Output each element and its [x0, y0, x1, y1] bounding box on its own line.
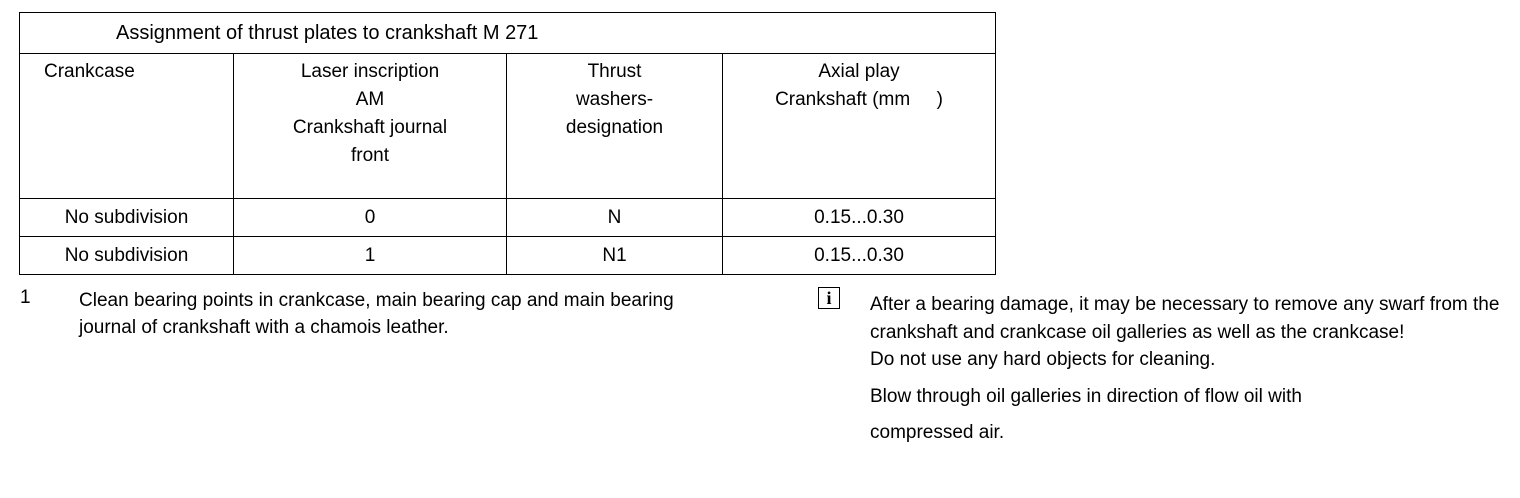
- cell-axial-play: 0.15...0.30: [723, 237, 996, 275]
- cell-thrust-washer: N1: [507, 237, 723, 275]
- table-title: Assignment of thrust plates to crankshaft M 271: [20, 13, 996, 54]
- step-text: Clean bearing points in crankcase, main bearing cap and main bearing journal of crankshaft with a chamois leather.: [79, 290, 674, 338]
- table-title-row: [20, 13, 996, 54]
- step-number: 1: [20, 287, 31, 308]
- table-row: [20, 237, 996, 275]
- cell-laser-inscription: 0: [234, 199, 507, 237]
- column-header-thrust-washers: Thrust washers- designation: [507, 54, 723, 199]
- column-header-crankcase: Crankcase: [20, 54, 234, 199]
- info-line: Blow through oil galleries in direction of flow oil with: [870, 385, 1302, 407]
- info-line: Do not use any hard objects for cleaning.: [870, 349, 1216, 370]
- info-line: After a bearing damage, it may be necessary to remove any swarf from the crankshaft and crankcase oil galleries as well as the crankcase!: [870, 294, 1500, 343]
- info-line: compressed air.: [870, 422, 1005, 443]
- cell-axial-play: 0.15...0.30: [723, 199, 996, 237]
- thrust-plate-assignment-table: [19, 12, 996, 275]
- cell-crankcase: No subdivision: [20, 199, 234, 237]
- info-icon: i: [818, 287, 840, 309]
- cell-thrust-washer: N: [507, 199, 723, 237]
- column-header-axial-play: Axial play Crankshaft (mm ): [723, 54, 996, 199]
- table-row: [20, 199, 996, 237]
- column-header-laser-inscription: Laser inscription AM Crankshaft journal front: [234, 54, 507, 199]
- cell-crankcase: No subdivision: [20, 237, 234, 275]
- cell-laser-inscription: 1: [234, 237, 507, 275]
- info-text: [870, 291, 1510, 447]
- table-header-row: [20, 54, 996, 199]
